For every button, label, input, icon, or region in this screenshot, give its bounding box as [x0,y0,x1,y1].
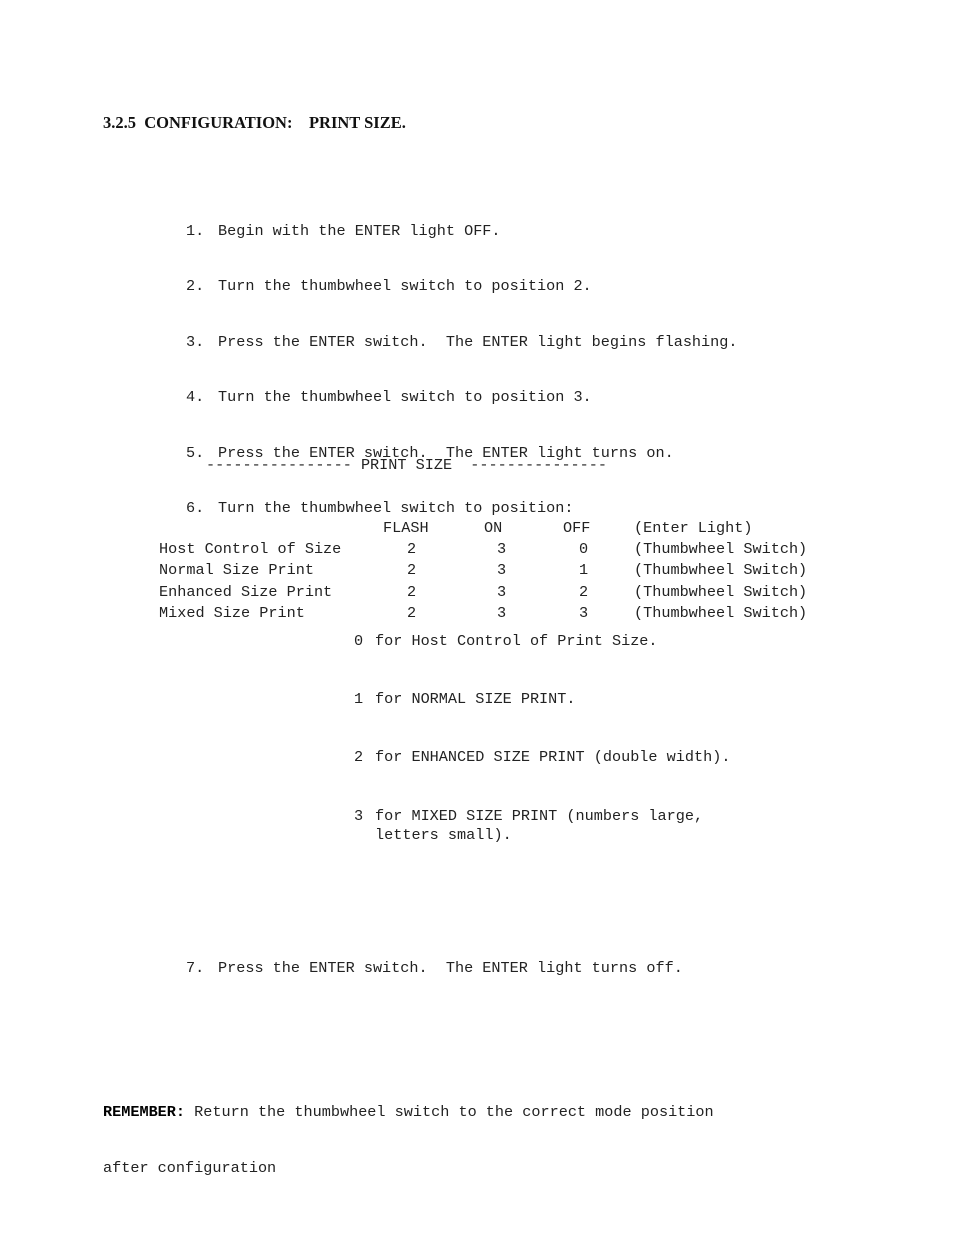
step-number: 5. [186,443,205,462]
step-item [186,959,738,978]
header-off: OFF [563,519,591,537]
row-flash: 2 [407,540,417,559]
row-off: 1 [579,561,589,580]
row-off: 3 [579,603,589,622]
header-flash: FLASH [383,519,429,537]
remember-note [103,1066,714,1196]
section-heading: 3.2.5 CONFIGURATION: PRINT SIZE. [103,113,406,132]
option-code: 0 [354,631,364,650]
option-item [186,807,738,846]
print-size-divider: ---------------- PRINT SIZE --------------- [206,456,608,474]
row-off: 0 [579,540,589,559]
row-label: Mixed Size Print [159,603,305,622]
option-code: 2 [354,748,364,767]
remember-label: REMEMBER: [103,1103,186,1121]
option-code: 1 [354,690,364,709]
table-row [159,582,807,603]
table-row [159,560,807,581]
table-row [159,539,807,560]
step-text: Begin with the ENTER light OFF. [218,222,501,240]
remember-line: after configuration [103,1159,277,1177]
row-on: 3 [497,582,507,601]
option-text: for NORMAL SIZE PRINT. [375,690,576,709]
option-text-continued: letters small). [375,825,512,844]
table-row [159,603,807,624]
step-text: Turn the thumbwheel switch to position 3. [218,388,592,407]
step-item [186,222,738,241]
step-text: Turn the thumbwheel switch to position 2. [218,277,592,296]
step-text: Press the ENTER switch. The ENTER light turns off. [218,959,683,977]
option-text: for Host Control of Print Size. [375,631,658,650]
step-text: Press the ENTER switch. The ENTER light turns on. [218,443,674,462]
step-number: 1. [186,222,205,240]
step-item [186,277,738,296]
step-item [186,388,738,407]
step6-options [186,593,738,884]
step-text: Press the ENTER switch. The ENTER light begins flashing. [218,332,738,351]
step-number: 4. [186,388,205,407]
print-size-table [159,518,807,624]
step-item [186,499,738,518]
header-label [159,518,383,539]
option-text: for MIXED SIZE PRINT (numbers large, [375,806,704,825]
row-label: Host Control of Size [159,540,342,559]
option-item [186,632,738,651]
row-label: Enhanced Size Print [159,582,333,601]
row-on: 3 [497,561,507,580]
row-flash: 2 [407,603,417,622]
row-on: 3 [497,603,507,622]
option-item [186,748,738,767]
remember-line [103,1102,714,1122]
step-number: 6. [186,498,205,517]
step-item [186,333,738,352]
table-header-row [159,518,807,539]
row-note: (Thumbwheel Switch) [634,540,808,559]
row-note: (Thumbwheel Switch) [634,561,808,580]
step-number: 2. [186,277,205,296]
header-on: ON [484,519,503,537]
remember-text: Return the thumbwheel switch to the correct mode position [185,1103,714,1121]
row-label: Normal Size Print [159,561,314,580]
step-text: Turn the thumbwheel switch to position: [218,498,574,517]
row-on: 3 [497,540,507,559]
step-number: 7. [186,959,205,977]
header-note: (Enter Light) [634,519,753,537]
row-note: (Thumbwheel Switch) [634,582,808,601]
option-code: 3 [354,806,364,825]
option-item [186,690,738,709]
row-off: 2 [579,582,589,601]
row-note: (Thumbwheel Switch) [634,603,808,622]
step-number: 3. [186,332,205,351]
row-flash: 2 [407,561,417,580]
option-text: for ENHANCED SIZE PRINT (double width). [375,748,731,767]
row-flash: 2 [407,582,417,601]
